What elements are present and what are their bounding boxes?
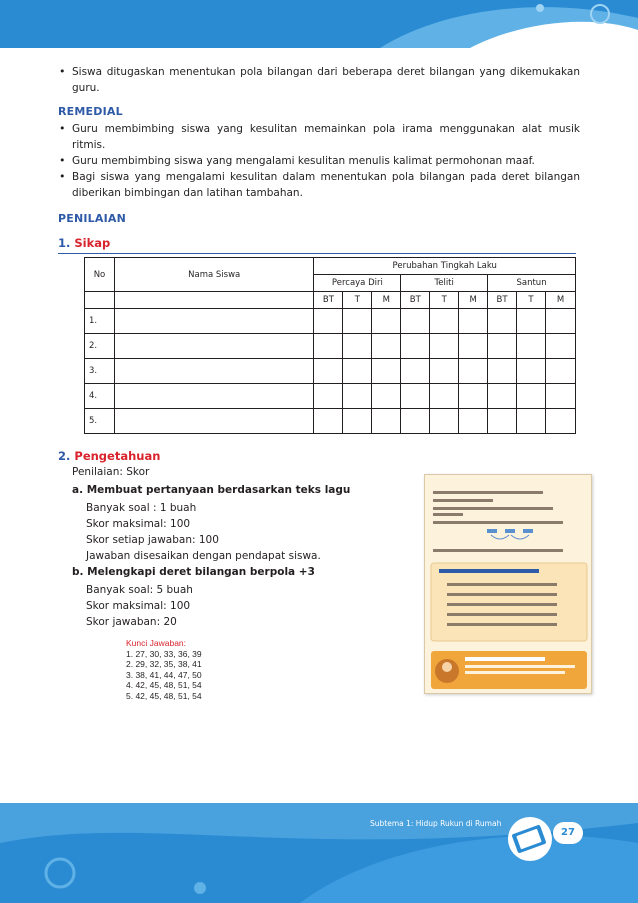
scale-t: T bbox=[343, 292, 372, 309]
table-row bbox=[85, 334, 576, 359]
kunci-title: Kunci Jawaban: bbox=[126, 638, 187, 648]
footer-subtema: Subtema 1: Hidup Rukun di Rumah bbox=[370, 819, 502, 828]
pengetahuan-number: 2. bbox=[58, 449, 71, 463]
penilaian-title: PENILAIAN bbox=[58, 212, 127, 225]
sikap-heading bbox=[58, 235, 580, 254]
remedial-title: REMEDIAL bbox=[58, 105, 123, 118]
header-teliti: Teliti bbox=[401, 275, 488, 292]
sikap-underline bbox=[58, 252, 576, 254]
header-no: No bbox=[85, 258, 115, 292]
book-page-illustration bbox=[425, 475, 592, 694]
pengetahuan-subtitle: Penilaian: Skor bbox=[72, 466, 150, 478]
row-number: 1. bbox=[85, 309, 115, 334]
header-perubahan-tingkah-laku: Perubahan Tingkah Laku bbox=[314, 258, 576, 275]
item-b-line: Skor jawaban: 20 bbox=[86, 616, 177, 628]
student-book-thumbnail bbox=[424, 474, 592, 694]
item-a-line: Skor maksimal: 100 bbox=[86, 518, 191, 530]
row-number: 4. bbox=[85, 384, 115, 409]
pengetahuan-title: Pengetahuan bbox=[74, 449, 161, 463]
scale-t: T bbox=[517, 292, 546, 309]
scale-m: M bbox=[372, 292, 401, 309]
item-a-line: Skor setiap jawaban: 100 bbox=[86, 534, 219, 546]
header-santun: Santun bbox=[488, 275, 576, 292]
remedial-item: • Guru membimbing siswa yang kesulitan memainkan pola irama menggunakan alat musik ritmis. bbox=[58, 121, 580, 153]
row-number: 5. bbox=[85, 409, 115, 434]
header-percaya-diri: Percaya Diri bbox=[314, 275, 401, 292]
scale-t: T bbox=[430, 292, 459, 309]
kunci-answer: 2. 29, 32, 35, 38, 41 bbox=[126, 659, 202, 669]
header-blank bbox=[85, 292, 115, 309]
remedial-item: • Guru membimbing siswa yang mengalami kesulitan menulis kalimat permohonan maaf. bbox=[58, 153, 580, 169]
banner-swoosh-graphic bbox=[0, 0, 638, 48]
bottom-banner bbox=[0, 803, 638, 903]
header-blank bbox=[114, 292, 314, 309]
scale-bt: BT bbox=[488, 292, 517, 309]
header-nama-siswa: Nama Siswa bbox=[114, 258, 314, 292]
item-a-line: Jawaban disesaikan dengan pendapat siswa. bbox=[86, 550, 321, 562]
table-row bbox=[85, 309, 576, 334]
pengetahuan-heading bbox=[58, 448, 580, 464]
intro-bullet: • Siswa ditugaskan menentukan pola bilangan dari beberapa deret bilangan yang dikemukakan guru. bbox=[58, 64, 580, 96]
scale-bt: BT bbox=[314, 292, 343, 309]
top-banner bbox=[0, 0, 638, 48]
scale-bt: BT bbox=[401, 292, 430, 309]
remedial-item: • Bagi siswa yang mengalami kesulitan dalam menentukan pola bilangan pada deret bilangan diberikan bimbingan dan latihan tambahan. bbox=[58, 169, 580, 201]
item-a-title: a. Membuat pertanyaan berdasarkan teks lagu bbox=[72, 484, 351, 496]
sikap-number: 1. bbox=[58, 236, 71, 250]
item-b-line: Banyak soal: 5 buah bbox=[86, 584, 193, 596]
intro-bullet-list bbox=[58, 64, 580, 96]
table-row bbox=[85, 359, 576, 384]
kunci-answer: 3. 38, 41, 44, 47, 50 bbox=[126, 669, 202, 680]
table-row bbox=[85, 409, 576, 434]
item-b-line: Skor maksimal: 100 bbox=[86, 600, 191, 612]
kunci-answer: 5. 42, 45, 48, 51, 54 bbox=[126, 690, 202, 701]
item-a-line: Banyak soal : 1 buah bbox=[86, 502, 197, 514]
kunci-answer: 4. 42, 45, 48, 51, 54 bbox=[126, 680, 202, 690]
table-row bbox=[85, 384, 576, 409]
scale-m: M bbox=[545, 292, 575, 309]
row-number: 3. bbox=[85, 359, 115, 384]
row-number: 2. bbox=[85, 334, 115, 359]
scale-m: M bbox=[459, 292, 488, 309]
sikap-table bbox=[84, 257, 576, 434]
sikap-title: Sikap bbox=[74, 236, 111, 250]
kunci-answer: 1. 27, 30, 33, 36, 39 bbox=[126, 648, 202, 659]
item-b-title: b. Melengkapi deret bilangan berpola +3 bbox=[72, 566, 315, 578]
page-number: 27 bbox=[553, 822, 583, 844]
footer-swoosh-graphic bbox=[0, 803, 638, 903]
remedial-list bbox=[58, 121, 580, 201]
